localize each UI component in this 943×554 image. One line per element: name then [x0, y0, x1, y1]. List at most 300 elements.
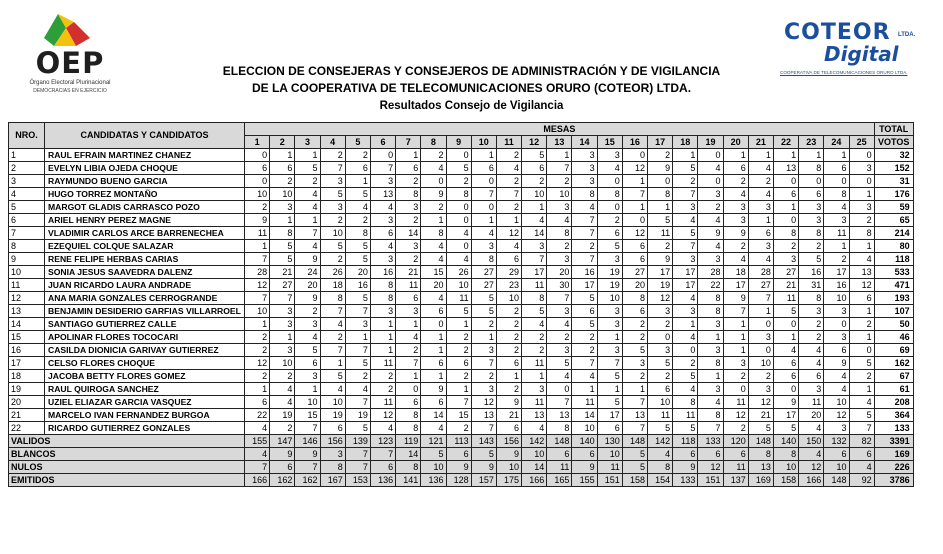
row-number: 1 [9, 149, 45, 162]
vote-cell: 6 [270, 162, 295, 175]
mesa-number: 1 [245, 136, 270, 149]
vote-cell: 11 [522, 357, 547, 370]
vote-cell: 4 [295, 240, 320, 253]
vote-cell: 8 [446, 188, 471, 201]
vote-cell: 17 [522, 266, 547, 279]
vote-cell: 11 [648, 409, 673, 422]
vote-cell: 13 [471, 409, 496, 422]
vote-cell: 0 [245, 175, 270, 188]
vote-cell: 1 [698, 370, 723, 383]
summary-row [9, 435, 914, 448]
summary-cell: 9 [572, 461, 597, 474]
summary-cell: 153 [345, 474, 370, 487]
vote-cell: 1 [673, 318, 698, 331]
vote-cell: 4 [522, 318, 547, 331]
vote-cell: 2 [320, 149, 345, 162]
vote-cell: 5 [648, 214, 673, 227]
vote-cell: 10 [496, 292, 521, 305]
summary-cell: 141 [396, 474, 421, 487]
vote-cell: 10 [648, 396, 673, 409]
vote-cell: 8 [824, 188, 849, 201]
vote-cell: 8 [471, 253, 496, 266]
table-row [9, 396, 914, 409]
vote-cell: 3 [471, 344, 496, 357]
vote-cell: 8 [421, 227, 446, 240]
vote-cell: 4 [824, 370, 849, 383]
vote-cell: 8 [698, 292, 723, 305]
vote-cell: 17 [773, 409, 798, 422]
vote-cell: 8 [597, 188, 622, 201]
vote-cell: 7 [345, 344, 370, 357]
row-number: 13 [9, 305, 45, 318]
vote-cell: 6 [597, 422, 622, 435]
mesa-number: 5 [345, 136, 370, 149]
summary-cell: 119 [396, 435, 421, 448]
vote-cell: 6 [396, 396, 421, 409]
summary-cell: 5 [622, 461, 647, 474]
vote-cell: 0 [446, 240, 471, 253]
vote-cell: 1 [421, 331, 446, 344]
candidate-name: HUGO TORREZ MONTAÑO [45, 188, 245, 201]
vote-cell: 12 [245, 279, 270, 292]
vote-cell: 7 [723, 305, 748, 318]
vote-cell: 3 [320, 175, 345, 188]
vote-cell: 0 [799, 175, 824, 188]
vote-cell: 3 [597, 318, 622, 331]
vote-cell: 6 [320, 422, 345, 435]
vote-cell: 10 [270, 188, 295, 201]
vote-cell: 7 [547, 292, 572, 305]
vote-cell: 3 [270, 201, 295, 214]
summary-cell: 136 [370, 474, 395, 487]
summary-cell: 142 [648, 435, 673, 448]
vote-cell: 1 [295, 383, 320, 396]
vote-cell: 6 [245, 396, 270, 409]
vote-cell: 11 [673, 409, 698, 422]
vote-cell: 3 [522, 240, 547, 253]
vote-cell: 3 [849, 201, 874, 214]
vote-cell: 4 [320, 383, 345, 396]
summary-cell: 151 [698, 474, 723, 487]
vote-cell: 4 [370, 201, 395, 214]
vote-cell: 2 [496, 149, 521, 162]
row-number: 3 [9, 175, 45, 188]
vote-cell: 7 [673, 240, 698, 253]
vote-cell: 3 [698, 253, 723, 266]
summary-cell: 132 [824, 435, 849, 448]
summary-cell: 5 [421, 448, 446, 461]
vote-cell: 2 [522, 175, 547, 188]
vote-cell: 10 [597, 292, 622, 305]
vote-cell: 2 [849, 370, 874, 383]
vote-cell: 11 [522, 279, 547, 292]
vote-cell: 3 [673, 201, 698, 214]
vote-cell: 13 [547, 409, 572, 422]
summary-cell: 8 [320, 461, 345, 474]
summary-cell: 5 [622, 448, 647, 461]
vote-cell: 1 [245, 318, 270, 331]
vote-cell: 3 [698, 188, 723, 201]
vote-cell: 3 [748, 201, 773, 214]
summary-cell: 6 [698, 448, 723, 461]
row-number: 8 [9, 240, 45, 253]
mesa-number: 3 [295, 136, 320, 149]
vote-cell: 3 [648, 344, 673, 357]
vote-cell: 7 [295, 227, 320, 240]
vote-cell: 13 [773, 162, 798, 175]
vote-cell: 2 [522, 344, 547, 357]
vote-cell: 2 [345, 370, 370, 383]
vote-cell: 2 [421, 201, 446, 214]
summary-cell: 158 [622, 474, 647, 487]
vote-cell: 2 [799, 318, 824, 331]
vote-cell: 1 [320, 357, 345, 370]
vote-cell: 3 [370, 214, 395, 227]
vote-cell: 10 [295, 396, 320, 409]
vote-cell: 3 [270, 318, 295, 331]
mesa-number: 4 [320, 136, 345, 149]
vote-cell: 11 [396, 279, 421, 292]
total-votes-cell: 61 [874, 383, 913, 396]
vote-cell: 19 [320, 409, 345, 422]
row-number: 15 [9, 331, 45, 344]
row-number: 17 [9, 357, 45, 370]
vote-cell: 2 [496, 383, 521, 396]
vote-cell: 2 [799, 240, 824, 253]
vote-cell: 2 [622, 318, 647, 331]
vote-cell: 1 [421, 214, 446, 227]
vote-cell: 1 [396, 318, 421, 331]
vote-cell: 1 [698, 331, 723, 344]
summary-cell: 167 [320, 474, 345, 487]
vote-cell: 6 [748, 227, 773, 240]
total-votes-cell: 162 [874, 357, 913, 370]
row-number: 6 [9, 214, 45, 227]
vote-cell: 2 [345, 149, 370, 162]
vote-cell: 3 [748, 383, 773, 396]
candidate-name: EZEQUIEL COLQUE SALAZAR [45, 240, 245, 253]
vote-cell: 10 [320, 227, 345, 240]
vote-cell: 0 [723, 383, 748, 396]
vote-cell: 3 [773, 253, 798, 266]
col-header-nro: NRO. [9, 123, 45, 149]
vote-cell: 7 [471, 357, 496, 370]
total-votes-cell: 176 [874, 188, 913, 201]
vote-cell: 4 [673, 214, 698, 227]
vote-cell: 0 [446, 149, 471, 162]
vote-cell: 3 [849, 162, 874, 175]
vote-cell: 16 [370, 266, 395, 279]
vote-cell: 8 [547, 227, 572, 240]
vote-cell: 1 [723, 331, 748, 344]
vote-cell: 4 [446, 253, 471, 266]
table-row [9, 344, 914, 357]
vote-cell: 8 [320, 292, 345, 305]
summary-row [9, 448, 914, 461]
vote-cell: 4 [471, 227, 496, 240]
vote-cell: 6 [572, 305, 597, 318]
vote-cell: 4 [345, 201, 370, 214]
summary-cell: 4 [849, 461, 874, 474]
vote-cell: 15 [421, 266, 446, 279]
vote-cell: 3 [295, 370, 320, 383]
vote-cell: 29 [496, 266, 521, 279]
vote-cell: 8 [396, 188, 421, 201]
vote-cell: 5 [673, 370, 698, 383]
vote-cell: 4 [446, 227, 471, 240]
vote-cell: 0 [648, 331, 673, 344]
vote-cell: 1 [496, 370, 521, 383]
vote-cell: 2 [370, 383, 395, 396]
total-votes-cell: 31 [874, 175, 913, 188]
summary-cell: 155 [245, 435, 270, 448]
vote-cell: 7 [849, 422, 874, 435]
summary-cell: 14 [396, 448, 421, 461]
vote-cell: 3 [698, 318, 723, 331]
vote-cell: 4 [698, 214, 723, 227]
vote-cell: 6 [396, 162, 421, 175]
vote-cell: 2 [446, 331, 471, 344]
summary-cell: 6 [446, 448, 471, 461]
vote-cell: 8 [698, 357, 723, 370]
summary-cell: 133 [698, 435, 723, 448]
vote-cell: 3 [799, 214, 824, 227]
summary-total-cell: 3391 [874, 435, 913, 448]
vote-cell: 0 [824, 318, 849, 331]
vote-cell: 0 [421, 175, 446, 188]
vote-cell: 2 [723, 422, 748, 435]
mesa-number: 16 [622, 136, 647, 149]
vote-cell: 9 [295, 292, 320, 305]
row-number: 12 [9, 292, 45, 305]
vote-cell: 2 [396, 175, 421, 188]
vote-cell: 4 [295, 188, 320, 201]
vote-cell: 3 [396, 305, 421, 318]
vote-cell: 3 [597, 149, 622, 162]
summary-cell: 13 [748, 461, 773, 474]
summary-cell: 136 [421, 474, 446, 487]
vote-cell: 3 [824, 422, 849, 435]
vote-cell: 5 [773, 422, 798, 435]
vote-cell: 12 [245, 357, 270, 370]
vote-cell: 3 [597, 305, 622, 318]
vote-cell: 1 [446, 383, 471, 396]
vote-cell: 2 [496, 175, 521, 188]
vote-cell: 1 [446, 318, 471, 331]
vote-cell: 1 [345, 331, 370, 344]
vote-cell: 2 [748, 175, 773, 188]
vote-cell: 9 [245, 214, 270, 227]
vote-cell: 11 [799, 396, 824, 409]
vote-cell: 4 [799, 422, 824, 435]
vote-cell: 0 [773, 318, 798, 331]
vote-cell: 2 [673, 175, 698, 188]
vote-cell: 2 [547, 240, 572, 253]
vote-cell: 10 [824, 396, 849, 409]
vote-cell: 9 [773, 396, 798, 409]
vote-cell: 1 [295, 214, 320, 227]
vote-cell: 2 [799, 331, 824, 344]
vote-cell: 6 [421, 357, 446, 370]
summary-cell: 4 [648, 448, 673, 461]
table-row [9, 279, 914, 292]
vote-cell: 11 [723, 396, 748, 409]
total-votes-cell: 364 [874, 409, 913, 422]
vote-cell: 4 [748, 253, 773, 266]
vote-cell: 20 [622, 279, 647, 292]
summary-cell: 162 [295, 474, 320, 487]
vote-cell: 1 [345, 175, 370, 188]
vote-cell: 8 [773, 227, 798, 240]
vote-cell: 18 [723, 266, 748, 279]
vote-cell: 14 [396, 227, 421, 240]
vote-cell: 15 [295, 409, 320, 422]
vote-cell: 16 [824, 279, 849, 292]
vote-cell: 2 [245, 201, 270, 214]
vote-cell: 19 [597, 266, 622, 279]
vote-cell: 1 [370, 331, 395, 344]
vote-cell: 3 [799, 305, 824, 318]
mesa-number: 23 [799, 136, 824, 149]
col-header-candidates: CANDIDATAS Y CANDIDATOS [45, 123, 245, 149]
table-row [9, 383, 914, 396]
summary-cell: 3 [320, 448, 345, 461]
vote-cell: 8 [345, 227, 370, 240]
vote-cell: 6 [622, 305, 647, 318]
summary-cell: 6 [572, 448, 597, 461]
vote-cell: 4 [572, 201, 597, 214]
vote-cell: 3 [396, 201, 421, 214]
vote-cell: 7 [572, 214, 597, 227]
vote-cell: 2 [320, 331, 345, 344]
vote-cell: 20 [295, 279, 320, 292]
vote-cell: 0 [698, 149, 723, 162]
vote-cell: 8 [648, 188, 673, 201]
vote-cell: 0 [773, 383, 798, 396]
summary-cell: 121 [421, 435, 446, 448]
vote-cell: 2 [824, 253, 849, 266]
total-votes-cell: 193 [874, 292, 913, 305]
summary-cell: 7 [345, 461, 370, 474]
summary-cell: 146 [295, 435, 320, 448]
vote-cell: 2 [270, 175, 295, 188]
vote-cell: 1 [421, 370, 446, 383]
vote-cell: 9 [421, 188, 446, 201]
mesa-number: 13 [547, 136, 572, 149]
table-row [9, 409, 914, 422]
vote-cell: 1 [270, 149, 295, 162]
vote-cell: 4 [698, 396, 723, 409]
vote-cell: 6 [622, 240, 647, 253]
summary-cell: 8 [748, 448, 773, 461]
summary-cell: 4 [245, 448, 270, 461]
vote-cell: 7 [245, 253, 270, 266]
summary-cell: 148 [547, 435, 572, 448]
vote-cell: 1 [597, 383, 622, 396]
mesa-number: 17 [648, 136, 673, 149]
vote-cell: 1 [723, 318, 748, 331]
vote-cell: 1 [799, 149, 824, 162]
vote-cell: 21 [496, 409, 521, 422]
vote-cell: 0 [471, 201, 496, 214]
vote-cell: 7 [320, 305, 345, 318]
summary-cell: 130 [597, 435, 622, 448]
vote-cell: 7 [748, 292, 773, 305]
vote-cell: 22 [698, 279, 723, 292]
vote-cell: 0 [773, 175, 798, 188]
vote-cell: 18 [320, 279, 345, 292]
vote-cell: 7 [471, 188, 496, 201]
summary-cell: 12 [799, 461, 824, 474]
vote-cell: 3 [622, 357, 647, 370]
vote-cell: 11 [245, 227, 270, 240]
vote-cell: 2 [648, 149, 673, 162]
vote-cell: 7 [295, 422, 320, 435]
vote-cell: 6 [723, 162, 748, 175]
vote-cell: 1 [295, 149, 320, 162]
vote-cell: 13 [522, 409, 547, 422]
vote-cell: 5 [849, 357, 874, 370]
vote-cell: 1 [396, 370, 421, 383]
summary-cell: 10 [522, 448, 547, 461]
vote-cell: 2 [572, 344, 597, 357]
coteor-digital: Digital [824, 42, 899, 66]
vote-cell: 6 [824, 162, 849, 175]
total-votes-cell: 471 [874, 279, 913, 292]
candidate-name: RICARDO GUTIERREZ GONZALES [45, 422, 245, 435]
vote-cell: 11 [522, 396, 547, 409]
page-title-line1: ELECCION DE CONSEJERAS Y CONSEJEROS DE ADMINISTRACIÓN Y DE VIGILANCIA [222, 64, 721, 78]
summary-cell: 92 [849, 474, 874, 487]
summary-cell: 10 [824, 461, 849, 474]
candidate-name: SONIA JESUS SAAVEDRA DALENZ [45, 266, 245, 279]
vote-cell: 16 [799, 266, 824, 279]
vote-cell: 16 [345, 279, 370, 292]
vote-cell: 5 [446, 162, 471, 175]
vote-cell: 7 [547, 396, 572, 409]
vote-cell: 7 [622, 188, 647, 201]
vote-cell: 3 [270, 344, 295, 357]
vote-cell: 26 [446, 266, 471, 279]
table-row [9, 422, 914, 435]
vote-cell: 12 [648, 292, 673, 305]
vote-cell: 2 [396, 344, 421, 357]
vote-cell: 11 [370, 357, 395, 370]
vote-cell: 3 [396, 240, 421, 253]
vote-cell: 3 [824, 214, 849, 227]
vote-cell: 5 [773, 305, 798, 318]
summary-cell: 156 [496, 435, 521, 448]
vote-cell: 3 [597, 344, 622, 357]
vote-cell: 11 [370, 396, 395, 409]
col-header-mesas: MESAS [245, 123, 875, 136]
vote-cell: 3 [370, 253, 395, 266]
vote-cell: 11 [648, 227, 673, 240]
summary-cell: 113 [446, 435, 471, 448]
candidate-name: MARGOT GLADIS CARRASCO POZO [45, 201, 245, 214]
vote-cell: 1 [849, 240, 874, 253]
vote-cell: 5 [446, 305, 471, 318]
vote-cell: 7 [547, 162, 572, 175]
vote-cell: 27 [471, 266, 496, 279]
vote-cell: 1 [849, 331, 874, 344]
vote-cell: 0 [245, 149, 270, 162]
vote-cell: 10 [446, 279, 471, 292]
candidate-name: RAYMUNDO BUENO GARCIA [45, 175, 245, 188]
vote-cell: 6 [799, 370, 824, 383]
vote-cell: 2 [270, 370, 295, 383]
summary-cell: 6 [824, 448, 849, 461]
